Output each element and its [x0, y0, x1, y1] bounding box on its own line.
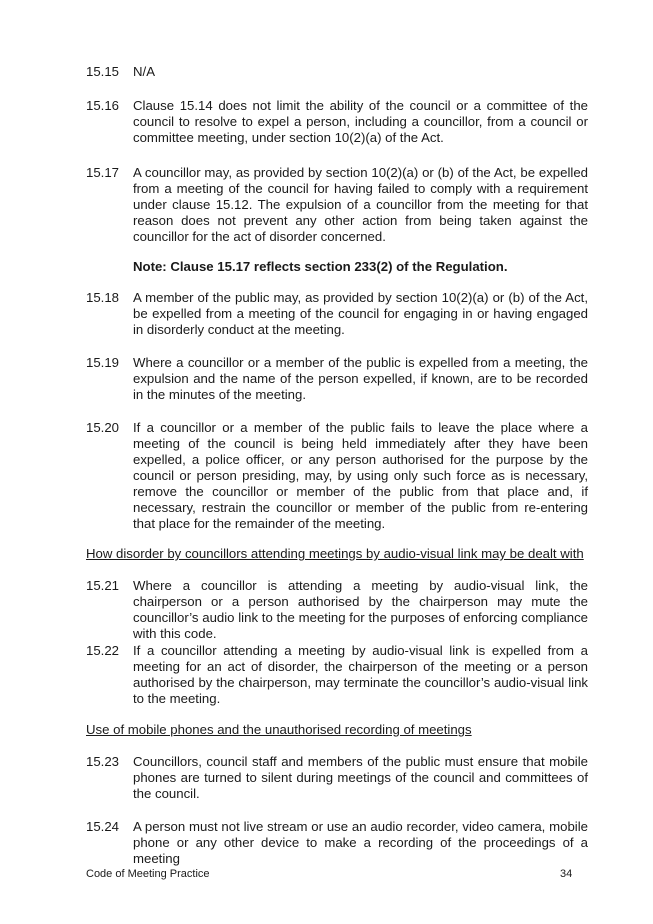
clause-note: Note: Clause 15.17 reflects section 233(2) of the Regulation. [133, 259, 508, 274]
clause-text: Councillors, council staff and members of the public must ensure that mobile phones are turned to silent during meetings of the council and committees of the council. [133, 754, 588, 801]
section-heading-mobile-phones: Use of mobile phones and the unauthorised recording of meetings [86, 722, 472, 737]
clause-number: 15.21 [86, 578, 120, 593]
section-heading-audio-visual: How disorder by councillors attending meetings by audio-visual link may be dealt with [86, 546, 584, 561]
clause-15-16 [86, 98, 588, 146]
clause-text: If a councillor or a member of the public fails to leave the place where a meeting of the council is being held immediately after they have been expelled, a police officer, or any person authorised for the purpose by the council or person presiding, may, by using only such force as is necessary, remove the councillor or member of the public from that place and, if necessary, restrain the councillor or member of the public from re-entering that place for the remainder of the meeting. [133, 420, 588, 531]
clause-15-19 [86, 355, 588, 403]
clause-15-24 [86, 819, 588, 867]
clause-number: 15.15 [86, 64, 120, 79]
clause-text: A person must not live stream or use an audio recorder, video camera, mobile phone or any other device to make a recording of the proceedings of a meeting [133, 819, 588, 866]
clause-15-23 [86, 754, 588, 802]
clause-15-21 [86, 578, 588, 642]
clause-15-15 [86, 64, 588, 80]
clause-text: Clause 15.14 does not limit the ability of the council or a committee of the council to resolve to expel a person, including a councillor, from a council or committee meeting, under section 10(2)(a) of the Act. [133, 98, 588, 145]
clause-15-17 [86, 165, 588, 245]
clause-text: Where a councillor is attending a meeting by audio-visual link, the chairperson or a person authorised by the chairperson may mute the councillor’s audio link to the meeting for the purposes of enforcing compliance with this code. [133, 578, 588, 641]
clause-number: 15.16 [86, 98, 120, 113]
clause-15-20 [86, 420, 588, 532]
clause-text: A councillor may, as provided by section 10(2)(a) or (b) of the Act, be expelled from a meeting of the council for having failed to comply with a requirement under clause 15.12. The expulsion of a councillor from the meeting for that reason does not prevent any other action from being taken against the councillor for the act of disorder concerned. [133, 165, 588, 244]
clause-number: 15.17 [86, 165, 120, 180]
clause-15-18 [86, 290, 588, 338]
footer-page-number: 34 [560, 868, 573, 880]
clause-text: N/A [133, 64, 155, 79]
clause-number: 15.19 [86, 355, 120, 370]
clause-number: 15.24 [86, 819, 120, 834]
clause-number: 15.22 [86, 643, 120, 658]
clause-text: A member of the public may, as provided by section 10(2)(a) or (b) of the Act, be expelled from a meeting of the council for engaging in or having engaged in disorderly conduct at the meeting. [133, 290, 588, 337]
clause-text: If a councillor attending a meeting by audio-visual link is expelled from a meeting for an act of disorder, the chairperson of the meeting or a person authorised by the chairperson, may terminate the councillor’s audio-visual link to the meeting. [133, 643, 588, 706]
clause-number: 15.18 [86, 290, 120, 305]
clause-number: 15.20 [86, 420, 120, 435]
clause-15-22 [86, 643, 588, 707]
clause-number: 15.23 [86, 754, 120, 769]
clause-text: Where a councillor or a member of the public is expelled from a meeting, the expulsion and the name of the person expelled, if known, are to be recorded in the minutes of the meeting. [133, 355, 588, 402]
footer-document-title: Code of Meeting Practice [86, 868, 210, 880]
